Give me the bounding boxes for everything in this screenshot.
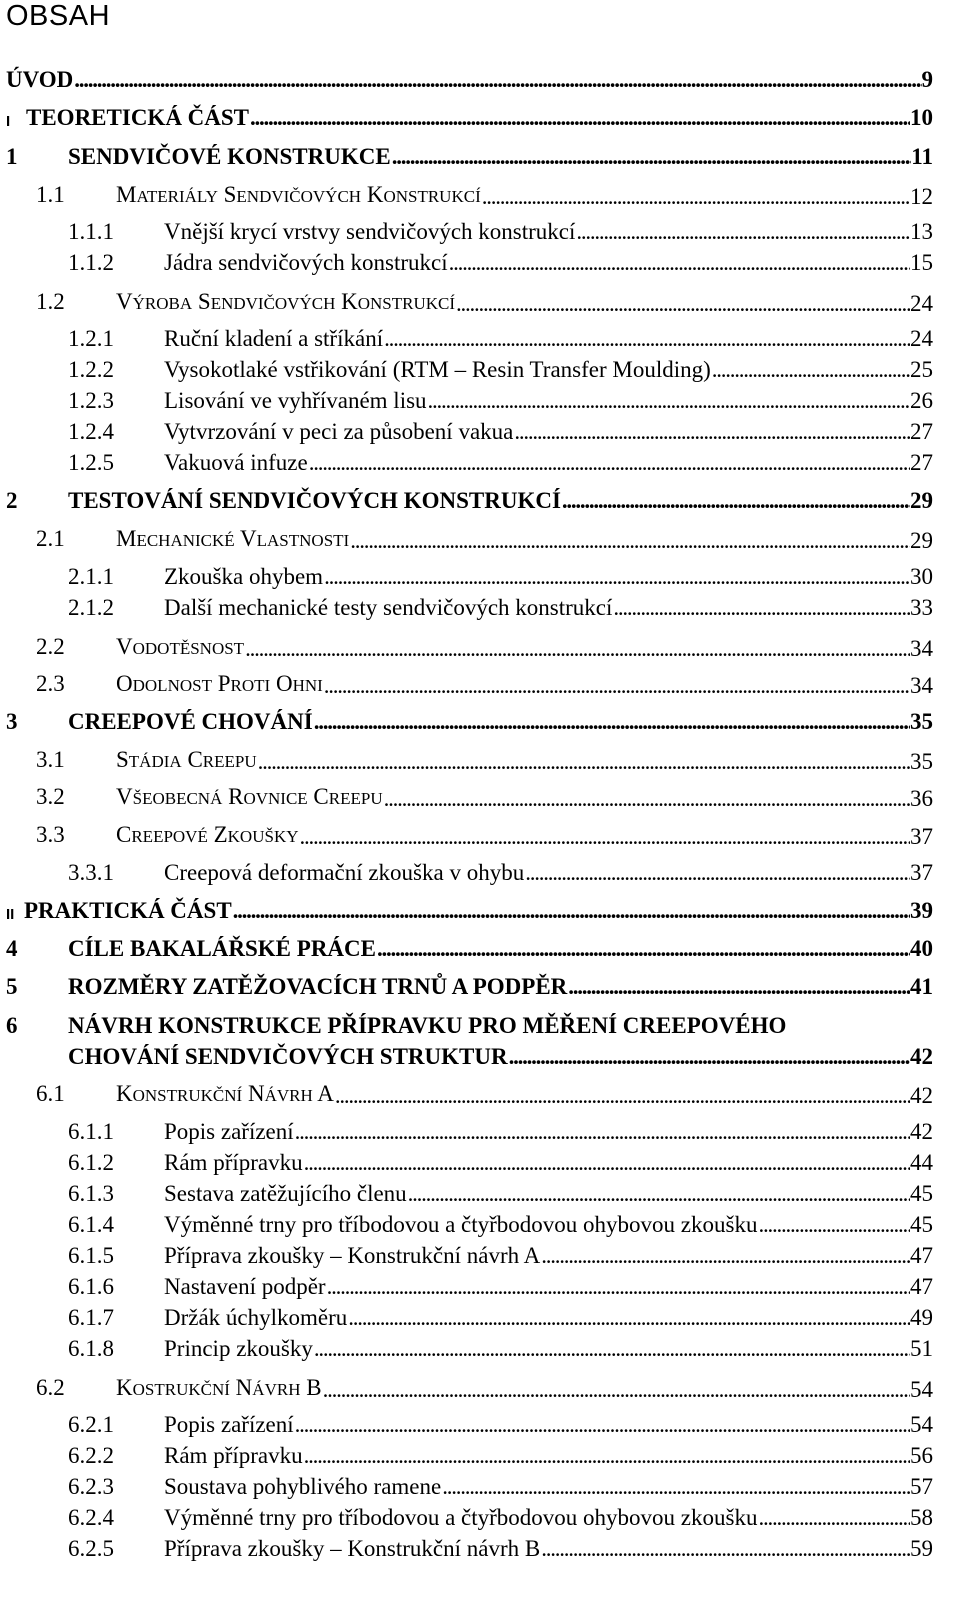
toc-page-number: 39 xyxy=(910,898,933,923)
toc-entry-number: 2.1.1 xyxy=(68,564,114,589)
toc-entry[interactable] xyxy=(0,325,960,353)
toc-entry-title: Rám přípravku xyxy=(164,1443,303,1468)
toc-entry-number: 6.2.3 xyxy=(68,1474,114,1499)
toc-entry[interactable] xyxy=(0,356,960,384)
toc-entry-title: SENDVIČOVÉ KONSTRUKCE xyxy=(68,144,391,169)
toc-entry-number: 6.1.1 xyxy=(68,1119,114,1144)
toc-entry-number: 6.2.2 xyxy=(68,1443,114,1468)
toc-entry-number: 1.2.4 xyxy=(68,419,114,444)
toc-entry-title: Vytvrzování v peci za působení vakua xyxy=(164,419,514,444)
toc-entry[interactable] xyxy=(0,1211,960,1239)
toc-entry[interactable] xyxy=(0,670,960,698)
toc-entry-number: 1.2 xyxy=(36,289,65,314)
toc-entry-title: Příprava zkoušky – Konstrukční návrh B xyxy=(164,1536,541,1561)
toc-entry-number: 1.2.3 xyxy=(68,388,114,413)
dot-leader xyxy=(481,183,910,211)
toc-page-number: 35 xyxy=(910,709,933,734)
toc-entry[interactable] xyxy=(0,1374,960,1402)
toc-entry-title: Vysokotlaké vstřikování (RTM – Resin Transfer Moulding) xyxy=(164,357,711,382)
toc-entry[interactable] xyxy=(0,633,960,661)
toc-entry[interactable] xyxy=(0,1149,960,1177)
dot-leader xyxy=(323,672,910,700)
dot-leader xyxy=(383,785,910,813)
dot-leader xyxy=(313,1335,910,1363)
toc-entry[interactable] xyxy=(0,1504,960,1532)
toc-page-number: 34 xyxy=(910,636,933,661)
page-title: OBSAH xyxy=(6,0,111,32)
toc-entry-number: 6.1.3 xyxy=(68,1181,114,1206)
toc-entry[interactable] xyxy=(0,449,960,477)
dot-leader xyxy=(303,1442,910,1470)
toc-entry[interactable] xyxy=(0,1335,960,1363)
toc-page-number: 26 xyxy=(910,388,933,413)
toc-page-number: 44 xyxy=(910,1150,933,1175)
dot-leader xyxy=(347,1304,910,1332)
toc-entry[interactable] xyxy=(0,859,960,887)
toc-entry[interactable] xyxy=(0,1080,960,1108)
toc-entry[interactable] xyxy=(0,1273,960,1301)
dot-leader xyxy=(299,823,911,851)
toc-entry-title: Sestava zatěžujícího členu xyxy=(164,1181,407,1206)
toc-entry-number: 5 xyxy=(6,974,18,999)
dot-leader xyxy=(383,325,910,353)
toc-entry-title: ODOLNOST PROTI OHNI xyxy=(116,671,323,696)
toc-entry-title: Vakuová infuze xyxy=(164,450,308,475)
toc-page-number: 33 xyxy=(910,595,933,620)
toc-entry[interactable] xyxy=(0,218,960,246)
toc-entry[interactable] xyxy=(0,104,960,132)
toc-page-number: 37 xyxy=(910,824,933,849)
toc-entry-title: TEORETICKÁ ČÁST xyxy=(26,105,250,130)
dot-leader xyxy=(294,1118,910,1146)
dot-leader xyxy=(326,1273,910,1301)
toc-entry-title: STÁDIA CREEPU xyxy=(116,747,257,772)
toc-entry-number: 6.1.4 xyxy=(68,1212,114,1237)
toc-page-number: 30 xyxy=(910,564,933,589)
toc-entry[interactable] xyxy=(0,525,960,553)
toc-page-number: 45 xyxy=(910,1181,933,1206)
toc-entry[interactable] xyxy=(0,181,960,209)
toc-entry-number: 6.1.6 xyxy=(68,1274,114,1299)
dot-leader xyxy=(303,1149,910,1177)
toc-entry[interactable] xyxy=(0,897,960,925)
toc-entry[interactable] xyxy=(0,387,960,415)
dot-leader xyxy=(232,897,910,925)
dot-leader xyxy=(349,527,910,555)
toc-entry-title: CÍLE BAKALÁŘSKÉ PRÁCE xyxy=(68,936,376,961)
toc-entry[interactable] xyxy=(0,563,960,591)
toc-page-number: 42 xyxy=(910,1044,933,1069)
toc-entry[interactable] xyxy=(0,143,960,171)
toc-entry-title: Držák úchylkoměru xyxy=(164,1305,348,1330)
toc-entry[interactable] xyxy=(0,708,960,736)
toc-entry[interactable] xyxy=(0,1304,960,1332)
toc-page-number: 35 xyxy=(910,749,933,774)
toc-entry[interactable] xyxy=(0,418,960,446)
toc-entry-title: KOSTRUKČNÍ NÁVRH B xyxy=(116,1375,322,1400)
toc-page-number: 11 xyxy=(911,144,933,169)
toc-entry-title: MATERIÁLY SENDVIČOVÝCH KONSTRUKCÍ xyxy=(116,182,481,207)
toc-entry-number: 6.1.2 xyxy=(68,1150,114,1175)
toc-entry[interactable] xyxy=(0,1473,960,1501)
toc-page-number: 45 xyxy=(910,1212,933,1237)
toc-entry-number: 4 xyxy=(6,936,18,961)
toc-entry-number: 6.1.5 xyxy=(68,1243,114,1268)
toc-page-number: 42 xyxy=(910,1083,933,1108)
dot-leader xyxy=(508,1043,910,1071)
toc-page-number: 27 xyxy=(910,419,933,444)
toc-page-number: 40 xyxy=(910,936,933,961)
dot-leader xyxy=(575,218,910,246)
toc-entry[interactable] xyxy=(0,249,960,277)
toc-entry-number: 6.1.8 xyxy=(68,1336,114,1361)
toc-entry-title: Soustava pohyblivého ramene xyxy=(164,1474,442,1499)
toc-entry-number: 3 xyxy=(6,709,18,734)
toc-entry[interactable] xyxy=(0,66,960,94)
toc-entry-number: 6.2.4 xyxy=(68,1505,114,1530)
toc-entry-title: MECHANICKÉ VLASTNOSTI xyxy=(116,526,350,551)
toc-entry-number: 2 xyxy=(6,488,18,513)
dot-leader xyxy=(757,1504,910,1532)
toc-entry[interactable] xyxy=(0,1442,960,1470)
toc-entry-number: 6.2.1 xyxy=(68,1412,114,1437)
toc-entry[interactable] xyxy=(0,1180,960,1208)
toc-page-number: 47 xyxy=(910,1243,933,1268)
toc-entry-number: 1.2.2 xyxy=(68,357,114,382)
toc-entry-title: Popis zařízení xyxy=(164,1412,294,1437)
dot-leader xyxy=(294,1411,910,1439)
toc-page-number: 57 xyxy=(910,1474,933,1499)
toc-entry-title: Popis zařízení xyxy=(164,1119,294,1144)
toc-page-number: 12 xyxy=(910,184,933,209)
dot-leader xyxy=(757,1211,910,1239)
dot-leader xyxy=(407,1180,910,1208)
toc-entry[interactable] xyxy=(0,487,960,515)
dot-leader xyxy=(455,290,910,318)
toc-entry-number: 6.1.7 xyxy=(68,1305,114,1330)
toc-entry-title: Rám přípravku xyxy=(164,1150,303,1175)
dot-leader xyxy=(540,1535,910,1563)
dot-leader xyxy=(524,859,910,887)
toc-page-number: 24 xyxy=(910,291,933,316)
toc-entry-title: CREEPOVÉ CHOVÁNÍ xyxy=(68,709,313,734)
toc-page-number: 42 xyxy=(910,1119,933,1144)
toc-entry-number: 2.1.2 xyxy=(68,595,114,620)
toc-entry-title: Další mechanické testy sendvičových konstrukcí xyxy=(164,595,613,620)
toc-entry-number: 1 xyxy=(6,144,18,169)
toc-entry-number: 6 xyxy=(6,1013,18,1038)
toc-page-number: 27 xyxy=(910,450,933,475)
toc-entry-title: CREEPOVÉ ZKOUŠKY xyxy=(116,822,299,847)
toc-entry-number: I xyxy=(6,113,11,130)
toc-entry-number: 2.3 xyxy=(36,671,65,696)
toc-page-number: 54 xyxy=(910,1412,933,1437)
toc-entry-title: ROZMĚRY ZATĚŽOVACÍCH TRNŮ A PODPĚR xyxy=(68,974,568,999)
dot-leader xyxy=(323,563,910,591)
toc-entry-title: Ruční kladení a stříkání xyxy=(164,326,384,351)
toc-entry-title: Jádra sendvičových konstrukcí xyxy=(164,250,448,275)
toc-entry-title: CHOVÁNÍ SENDVIČOVÝCH STRUKTUR xyxy=(68,1044,508,1069)
toc-entry-title: Příprava zkoušky – Konstrukční návrh A xyxy=(164,1243,541,1268)
toc-entry-number: 6.1 xyxy=(36,1081,65,1106)
toc-entry-title: Zkouška ohybem xyxy=(164,564,324,589)
toc-entry[interactable] xyxy=(0,935,960,963)
toc-entry-number: 1.2.5 xyxy=(68,450,114,475)
toc-page-number: 59 xyxy=(910,1536,933,1561)
toc-entry-number: 6.2.5 xyxy=(68,1536,114,1561)
dot-leader xyxy=(308,449,910,477)
toc-entry-title: Výměnné trny pro tříbodovou a čtyřbodovou ohybovou zkoušku xyxy=(164,1505,758,1530)
toc-page-number: 36 xyxy=(910,786,933,811)
toc-entry-title: ÚVOD xyxy=(6,67,74,92)
dot-leader xyxy=(257,748,910,776)
toc-entry-title: Vnější krycí vrstvy sendvičových konstrukcí xyxy=(164,219,576,244)
toc-entry-title: VÝROBA SENDVIČOVÝCH KONSTRUKCÍ xyxy=(116,289,456,314)
toc-entry[interactable] xyxy=(0,594,960,622)
dot-leader xyxy=(334,1082,910,1110)
dot-leader xyxy=(249,104,910,132)
dot-leader xyxy=(322,1376,910,1404)
toc-entry-title: PRAKTICKÁ ČÁST xyxy=(24,898,232,923)
toc-entry-number: 1.2.1 xyxy=(68,326,114,351)
dot-leader xyxy=(376,935,910,963)
dot-leader xyxy=(513,418,910,446)
toc-entry-title: Lisování ve vyhřívaném lisu xyxy=(164,388,427,413)
dot-leader xyxy=(391,143,912,171)
dot-leader xyxy=(561,487,910,515)
toc-entry[interactable] xyxy=(0,821,960,849)
toc-page-number: 25 xyxy=(910,357,933,382)
toc-page-number: 10 xyxy=(910,105,933,130)
toc-page-number: 58 xyxy=(910,1505,933,1530)
toc-entry-title: VŠEOBECNÁ ROVNICE CREEPU xyxy=(116,784,383,809)
toc-entry[interactable] xyxy=(0,288,960,316)
toc-entry-number: 3.2 xyxy=(36,784,65,809)
dot-leader xyxy=(313,708,910,736)
toc-entry[interactable] xyxy=(0,1535,960,1563)
toc-entry-title: Princip zkoušky xyxy=(164,1336,313,1361)
toc-entry[interactable] xyxy=(0,973,960,1001)
toc-entry-number: 2.2 xyxy=(36,634,65,659)
toc-entry-title: Creepová deformační zkouška v ohybu xyxy=(164,860,525,885)
toc-page-number: 34 xyxy=(910,673,933,698)
toc-entry-title: Nastavení podpěr xyxy=(164,1274,326,1299)
toc-entry-title: Výměnné trny pro tříbodovou a čtyřbodovou ohybovou zkoušku xyxy=(164,1212,758,1237)
toc-entry-number: 3.3 xyxy=(36,822,65,847)
dot-leader xyxy=(441,1473,910,1501)
toc-entry[interactable] xyxy=(0,783,960,811)
toc-entry-number: 1.1 xyxy=(36,182,65,207)
dot-leader xyxy=(612,594,910,622)
toc-entry-title: NÁVRH KONSTRUKCE PŘÍPRAVKU PRO MĚŘENÍ CREEPOVÉHO xyxy=(68,1013,787,1038)
toc-page-number: 9 xyxy=(921,67,933,92)
toc-entry-number: 3.1 xyxy=(36,747,65,772)
toc-page-number: 13 xyxy=(910,219,933,244)
toc-page-number: 24 xyxy=(910,326,933,351)
dot-leader xyxy=(540,1242,910,1270)
toc-page-number: 29 xyxy=(910,488,933,513)
toc-entry-number: 3.3.1 xyxy=(68,860,114,885)
dot-leader xyxy=(711,356,910,384)
toc-page-number: 56 xyxy=(910,1443,933,1468)
toc-page-number: 41 xyxy=(910,974,933,999)
toc-entry[interactable] xyxy=(0,1012,960,1069)
dot-leader xyxy=(73,66,921,94)
toc-page-number: 47 xyxy=(910,1274,933,1299)
toc-entry-number: 2.1 xyxy=(36,526,65,551)
dot-leader xyxy=(427,387,910,415)
toc-entry[interactable] xyxy=(0,746,960,774)
toc-page-number: 29 xyxy=(910,528,933,553)
toc-page-number: 37 xyxy=(910,860,933,885)
toc-entry-title: TESTOVÁNÍ SENDVIČOVÝCH KONSTRUKCÍ xyxy=(68,488,561,513)
toc-page-number: 51 xyxy=(910,1336,933,1361)
toc-entry-number: 6.2 xyxy=(36,1375,65,1400)
toc-page-number: 49 xyxy=(910,1305,933,1330)
toc-entry[interactable] xyxy=(0,1411,960,1439)
toc-page-number: 54 xyxy=(910,1377,933,1402)
toc-entry-number: 1.1.2 xyxy=(68,250,114,275)
toc-entry-number: II xyxy=(6,906,15,923)
toc-page-number: 15 xyxy=(910,250,933,275)
toc-entry-title: KONSTRUKČNÍ NÁVRH A xyxy=(116,1081,334,1106)
dot-leader xyxy=(448,249,910,277)
toc-entry-number: 1.1.1 xyxy=(68,219,114,244)
dot-leader xyxy=(244,635,910,663)
dot-leader xyxy=(567,973,910,1001)
toc-entry[interactable] xyxy=(0,1118,960,1146)
toc-entry-title: VODOTĚSNOST xyxy=(116,634,245,659)
toc-entry[interactable] xyxy=(0,1242,960,1270)
